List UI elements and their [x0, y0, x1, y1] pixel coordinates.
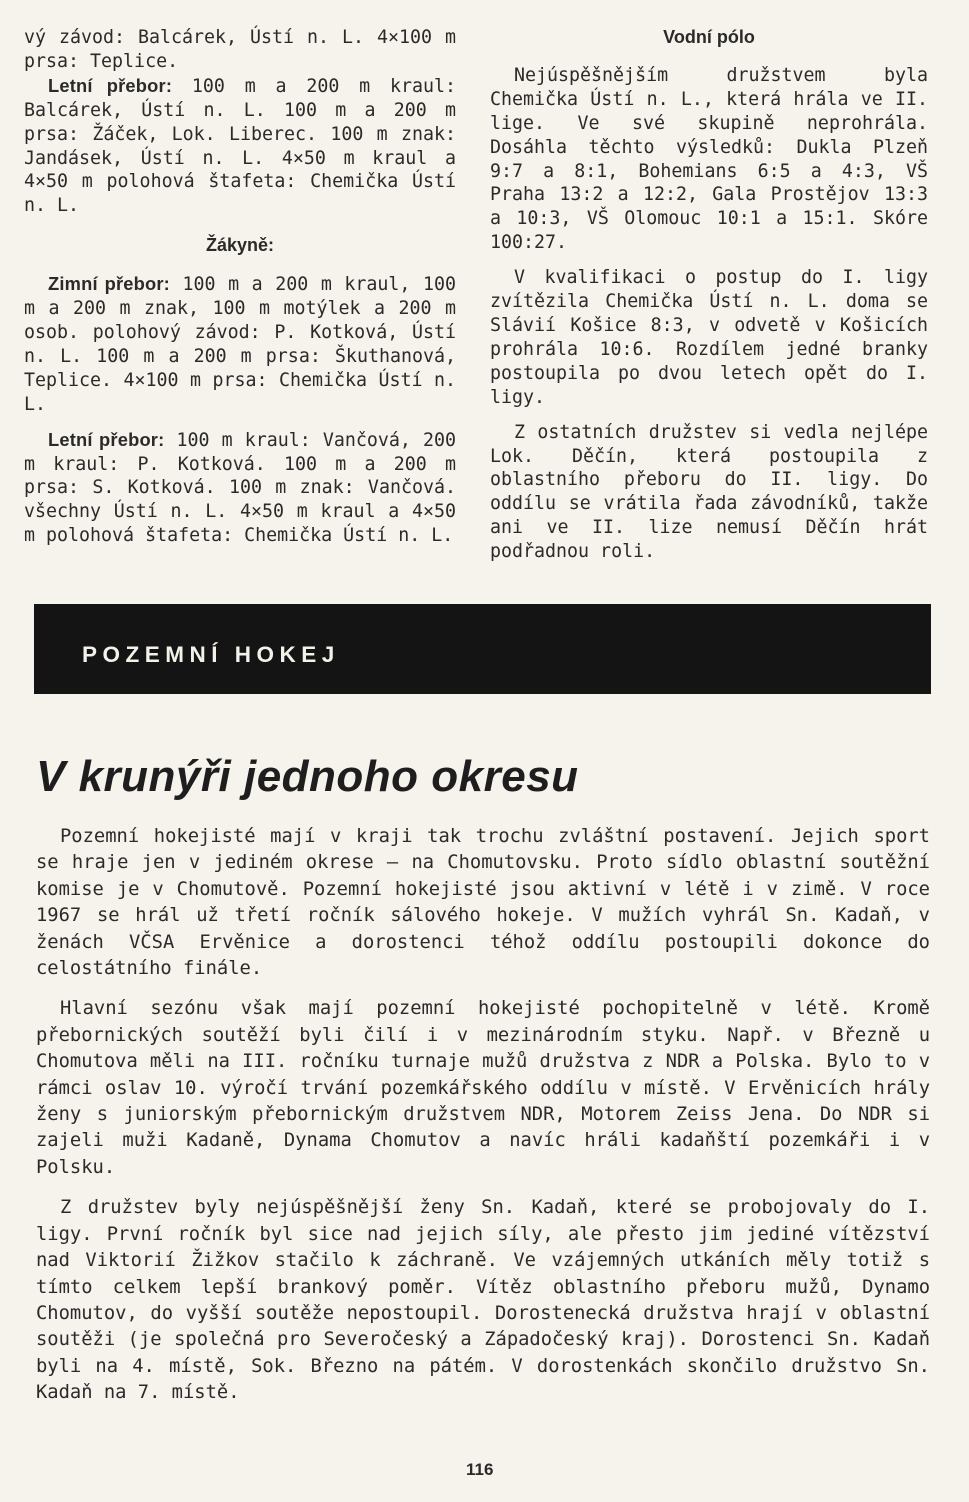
swimming-results-paragraph: vý závod: Balcárek, Ústí n. L. 4×100 m prsa: Teplice.: [24, 27, 456, 72]
girls-winter-paragraph: [24, 272, 456, 416]
page-number: 116: [466, 1460, 494, 1479]
girls-subheading: Žákyně:: [205, 235, 275, 256]
water-polo-paragraph-1: Nejúspěšnějším družstvem byla Chemička Ústí n. L., která hrála ve II. lige. Ve své skupině neprohrála. Dosáhla těchto výsledků: Dukla Plzeň 9:7 a 8:1, Bohemians 6:5 a 4:3, VŠ Praha 13:2 a 12:2, Gala Prostějov 13:3 a 10:3, VŠ Olomouc 10:1 a 15:1. Skóre 100:27.: [490, 64, 928, 254]
article-paragraph-1: Pozemní hokejisté mají v kraji tak trochu zvláštní postavení. Jejich sport se hraje jen v jediném okrese — na Chomutovsku. Proto sídlo oblastní soutěžní komise je v Chomutově. Pozemní hokejisté jsou aktivní v létě i v zimě. V roce 1967 se hrál už třetí ročník sálového hokeje. V mužích vyhrál Sn. Kadaň, v ženách VČSA Ervěnice a dorostenci téhož oddílu postoupili dokonce do celostátního finále.: [36, 826, 930, 980]
section-banner: [34, 604, 931, 694]
left-column: [24, 26, 456, 548]
summer-championship-paragraph: [24, 74, 456, 218]
article-headline: V krunýři jednoho okresu: [36, 752, 579, 801]
summer-championship-text: 100 m a 200 m kraul: Balcárek, Ústí n. L. 100 m a 200 m prsa: Žáček, Lok. Liberec. 100 m znak: Jandásek, Ústí n. L. 4×50 m kraul a 4×50 m polohová štafeta: Chemička Ústí n. L.: [24, 75, 456, 217]
water-polo-paragraph-2: V kvalifikaci o postup do I. ligy zvítězila Chemička Ústí n. L. doma se Slávií Košice 8:3, v odvetě v Košicích prohrála 10:6. Rozdílem jedné branky postoupila po dvou letech opět do I. ligy.: [490, 267, 928, 408]
summer-championship-label: Letní přebor:: [48, 74, 173, 96]
girls-summer-paragraph: [24, 428, 456, 549]
section-title: POZEMNÍ HOKEJ: [82, 642, 340, 667]
right-column: [490, 26, 928, 564]
article-paragraph-2: Hlavní sezónu však mají pozemní hokejisté pochopitelně v létě. Kromě přebornických soutěží byli čilí i v mezinárodním styku. Např. v Březně u Chomutova měli na III. ročníku turnaje mužů družstva z NDR a Polska. Bylo to v rámci oslav 10. výročí trvání pozemkářského oddílu v místě. V Ervěnicích hrály ženy s juniorským přebornickým družstvem NDR, Motorem Zeiss Jena. Do NDR si zajeli muži Kadaně, Dynama Chomutov a navíc hráli kadaňští pozemkáři i v Polsku.: [36, 998, 930, 1178]
girls-summer-label: Letní přebor:: [48, 428, 165, 450]
water-polo-subheading: Vodní pólo: [663, 27, 755, 47]
water-polo-paragraph-3: Z ostatních družstev si vedla nejlépe Lok. Děčín, která postoupila z oblastního přeboru do II. ligy. Do oddílu se vrátila řada závodníků, takže ani ve II. lize nemusí Děčín hrát podřadnou roli.: [490, 421, 928, 563]
article-paragraph-3: Z družstev byly nejúspěšnější ženy Sn. Kadaň, které se probojovaly do I. ligy. První ročník byl sice nad jejich síly, ale přesto jim jediné vítězství nad Viktorií Žižkov stačilo k záchraně. Ve vzájemných utkáních měly totiž s tímto celkem lepší brankový poměr. Vítěz oblastního přeboru mužů, Dynamo Chomutov, do vyšší soutěže nepostoupil. Dorostenecká družstva hrají v oblastní soutěži (je společná pro Severočeský a Západočeský kraj). Dorostenci Sn. Kadaň byli na 4. místě, Sok. Březno na pátém. V dorostenkách skončilo družstvo Sn. Kadaň na 7. místě.: [36, 1197, 930, 1404]
girls-winter-label: Zimní přebor:: [48, 273, 170, 295]
girls-winter-text: 100 m a 200 m kraul, 100 m a 200 m znak, 100 m motýlek a 200 m osob. polohový závod: P. Kotková, Ústí n. L. 100 m a 200 m prsa: Škuthanová, Teplice. 4×100 m prsa: Chemička Ústí n. L.: [24, 274, 456, 415]
article-body: [36, 824, 930, 1407]
girls-summer-text: 100 m kraul: Vančová, 200 m kraul: P. Kotková. 100 m a 200 m prsa: S. Kotková. 100 m znak: Vančová. všechny Ústí n. L. 4×50 m kraul a 4×50 m polohová štafeta: Chemička Ústí n. L.: [24, 429, 456, 547]
